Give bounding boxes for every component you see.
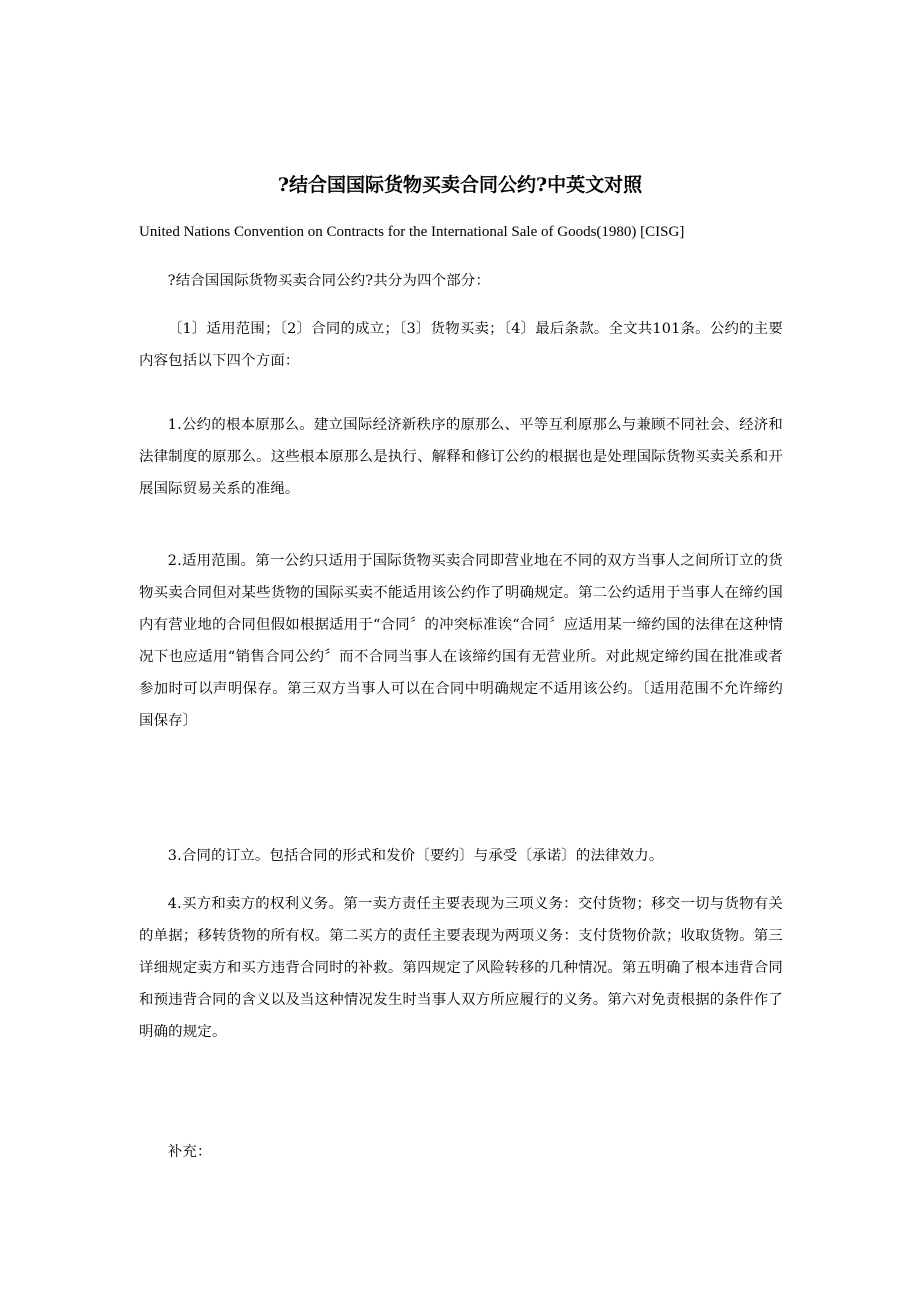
document-title: ?结合国国际货物买卖合同公约?中英文对照 <box>277 174 643 196</box>
paragraph-formation: 3.合同的订立。包括合同的形式和发价〔要约〕与承受〔承诺〕的法律效力。 <box>167 848 664 864</box>
document-subtitle: United Nations Convention on Contracts for the International Sale of Goods(1980) [CISG] <box>139 224 685 240</box>
paragraph-parts: 〔1〕适用范围；〔2〕合同的成立；〔3〕货物买卖；〔4〕最后条款。全文共101条。公约的主要内容包括以下四个方面： <box>139 321 783 369</box>
paragraph-intro: ?结合国国际货物买卖合同公约?共分为四个部分： <box>167 273 491 289</box>
paragraph-principles: 1.公约的根本原那么。建立国际经济新秩序的原那么、平等互利原那么与兼顾不同社会、经济和法律制度的原那么。这些根本原那么是执行、解释和修订公约的根据也是处理国际货物买卖关系和开展国际贸易关系的准绳。 <box>139 417 783 497</box>
paragraph-rights-obligations: 4.买方和卖方的权利义务。第一卖方责任主要表现为三项义务：交付货物；移交一切与货物有关的单据；移转货物的所有权。第二买方的责任主要表现为两项义务：支付货物价款；收取货物。第三详细规定卖方和买方违背合同时的补救。第四规定了风险转移的几种情况。第五明确了根本违背合同和预违背合同的含义以及当这种情况发生时当事人双方所应履行的义务。第六对免责根据的条件作了明确的规定。 <box>139 896 783 1040</box>
paragraph-supplement: 补充： <box>167 1144 212 1160</box>
paragraph-scope: 2.适用范围。第一公约只适用于国际货物买卖合同即营业地在不同的双方当事人之间所订立的货物买卖合同但对某些货物的国际买卖不能适用该公约作了明确规定。第二公约适用于当事人在缔约国内有营业地的合同但假如根据适用于“合同〞的冲突标准诶“合同〞应适用某一缔约国的法律在这种情况下也应适用“销售合同公约〞而不合同当事人在该缔约国有无营业所。对此规定缔约国在批准或者参加时可以声明保存。第三双方当事人可以在合同中明确规定不适用该公约。〔适用范围不允许缔约国保存〕 <box>139 553 783 729</box>
